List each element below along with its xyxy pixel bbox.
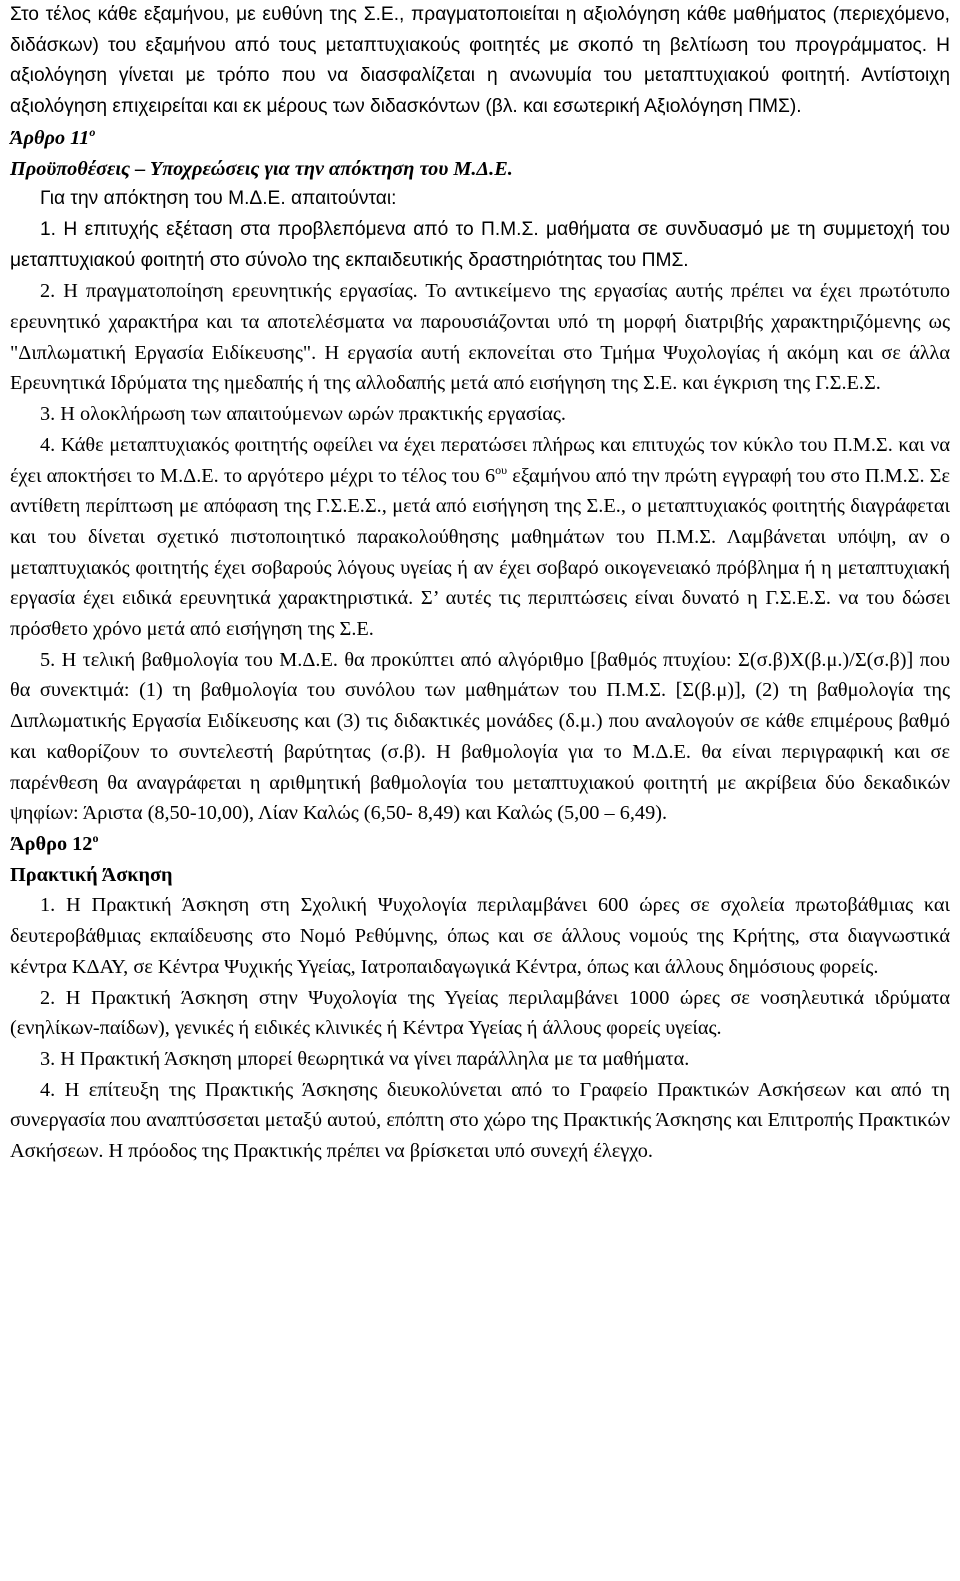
article-12-item-3: 3. Η Πρακτική Άσκηση μπορεί θεωρητικά να γίνει παράλληλα με τα μαθήματα. xyxy=(40,1047,690,1070)
article-12-item-1: 1. Η Πρακτική Άσκηση στη Σχολική Ψυχολογία περιλαμβάνει 600 ώρες σε σχολεία πρωτοβάθμιας και δευτεροβάθμιας εκπαίδευσης στο Νομό Ρεθύμνης, όπως και σε άλλους νομούς της Κρήτης, στα διαγνωστικά κέντρα ΚΔΑΥ, σε Κέντρα Ψυχικής Υγείας, Ιατροπαιδαγωγικά Κέντρα, όπως και άλλους δημόσιους φορείς. xyxy=(10,894,950,978)
article-12-item-4: 4. Η επίτευξη της Πρακτικής Άσκησης διευκολύνεται από το Γραφείο Πρακτικών Ασκήσεων και από τη συνεργασία που αναπτύσσεται μεταξύ αυτού, επόπτη στο χώρο της Πρακτικής Άσκησης και Επιτροπής Πρακτικών Ασκήσεων. Η πρόοδος της Πρακτικής πρέπει να βρίσκεται υπό συνεχή έλεγχο. xyxy=(10,1078,950,1163)
article-11-ordinal: ο xyxy=(89,125,96,140)
article-11-lead: Για την απόκτηση του Μ.Δ.Ε. απαιτούνται: xyxy=(40,188,397,210)
article-11-item-3: 3. Η ολοκλήρωση των απαιτούμενων ωρών πρακτικής εργασίας. xyxy=(40,403,566,426)
article-11-item-4-text-b: εξαμήνου από την πρώτη εγγραφή του στο Π.Μ.Σ. Σε αντίθετη περίπτωση με απόφαση της Γ.Σ.Ε.Σ., μετά από εισήγηση της Σ.Ε., ο μεταπτυχιακός φοιτητής διαγράφεται και του δίνεται σχετικό πιστοποιητικό παρακολούθησης μαθημάτων του Π.Μ.Σ. Λαμβάνεται υπόψη, αν ο μεταπτυχιακός φοιτητής έχει σοβαρούς λόγους υγείας ή αν έχει σοβαρό οικογενειακό πρόβλημα ή η μεταπτυχιακή εργασία έχει ειδικά ερευνητικά χαρακτηριστικά. Σ’ αυτές τις περιπτώσεις είναι δυνατό η Γ.Σ.Ε.Σ. να του δώσει πρόσθετο χρόνο μετά από εισήγηση της Σ.Ε. xyxy=(10,464,950,641)
article-12-heading xyxy=(10,829,950,860)
article-12-number: Άρθρο 12 xyxy=(10,832,93,855)
article-11-number: Άρθρο 11 xyxy=(10,126,90,149)
article-12-title: Πρακτική Άσκηση xyxy=(10,863,173,886)
article-12-item-2: 2. Η Πρακτική Άσκηση στην Ψυχολογία της Υγείας περιλαμβάνει 1000 ώρες σε νοσηλευτικά ιδρύματα (ενηλίκων-παίδων), γενικές ή ειδικές κλινικές ή Κέντρα Υγείας ή άλλους φορείς υγείας. xyxy=(10,986,950,1040)
article-12-ordinal: ο xyxy=(92,831,99,846)
intro-paragraph: Στο τέλος κάθε εξαμήνου, με ευθύνη της Σ.Ε., πραγματοποιείται η αξιολόγηση κάθε μαθήματος (περιεχόμενο, διδάσκων) του εξαμήνου από τους μεταπτυχιακούς φοιτητές με σκοπό τη βελτίωση του προγράμματος. Η αξιολόγηση γίνεται με τρόπο που να διασφαλίζεται η ανωνυμία του μεταπτυχιακού φοιτητή. Αντίστοιχη αξιολόγηση επιχειρείται και εκ μέρους των διδασκόντων (βλ. και εσωτερική Αξιολόγηση ΠΜΣ). xyxy=(10,4,950,118)
article-11-item-4-text-a: 4. Κάθε μεταπτυχιακός φοιτητής οφείλει να έχει περατώσει πλήρως και επιτυχώς τον κύκλο του Π.Μ.Σ. και να έχει αποκτήσει το Μ.Δ.Ε. το αργότερο μέχρι το τέλος του 6 xyxy=(10,433,950,487)
article-11-heading xyxy=(10,123,950,154)
article-11-item-1: 1. Η επιτυχής εξέταση στα προβλεπόμενα από το Π.Μ.Σ. μαθήματα σε συνδυασμό με τη συμμετοχή του μεταπτυχιακού φοιτητή στο σύνολο της εκπαιδευτικής δραστηριότητας του ΠΜΣ. xyxy=(10,218,950,271)
article-11-item-4-ordinal: ου xyxy=(495,462,508,477)
article-11-item-4 xyxy=(10,430,950,645)
article-11-item-2: 2. Η πραγματοποίηση ερευνητικής εργασίας. Το αντικείμενο της εργασίας αυτής πρέπει να έχει πρωτότυπο ερευνητικό χαρακτήρα και τα αποτελέσματα να παρουσιάζονται υπό τη μορφή διατριβής χαρακτηριζόμενης ως "Διπλωματική Εργασία Ειδίκευσης". Η εργασία αυτή εκπονείται στο Τμήμα Ψυχολογίας ή ακόμη και σε άλλα Ερευνητικά Ιδρύματα της ημεδαπής ή της αλλοδαπής μετά από εισήγηση της Σ.Ε. και έγκριση της Γ.Σ.Ε.Σ. xyxy=(10,280,950,395)
article-11-item-5: 5. Η τελική βαθμολογία του Μ.Δ.Ε. θα προκύπτει από αλγόριθμο [βαθμός πτυχίου: Σ(σ.β)Χ(β.μ.)/Σ(σ.β)] που θα συνεκτιμά: (1) τη βαθμολογία του συνόλου των μαθημάτων του Π.Μ.Σ. [Σ(β.μ)], (2) τη βαθμολογία της Διπλωματικής Εργασία Ειδίκευσης και (3) τις διδακτικές μονάδες (δ.μ.) που αναλογούν σε κάθε επιμέρους βαθμό και καθορίζουν το συντελεστή βαρύτητας (σ.β). Η βαθμολογία για το Μ.Δ.Ε. θα είναι περιγραφική και σε παρένθεση θα αναγράφεται η αριθμητική βαθμολογία του μεταπτυχιακού φοιτητή με ακρίβεια δύο δεκαδικών ψηφίων: Άριστα (8,50-10,00), Λίαν Καλώς (6,50- 8,49) και Καλώς (5,00 – 6,49). xyxy=(10,648,950,825)
article-11-title: Προϋποθέσεις – Υποχρεώσεις για την απόκτηση του Μ.Δ.Ε. xyxy=(10,157,513,180)
